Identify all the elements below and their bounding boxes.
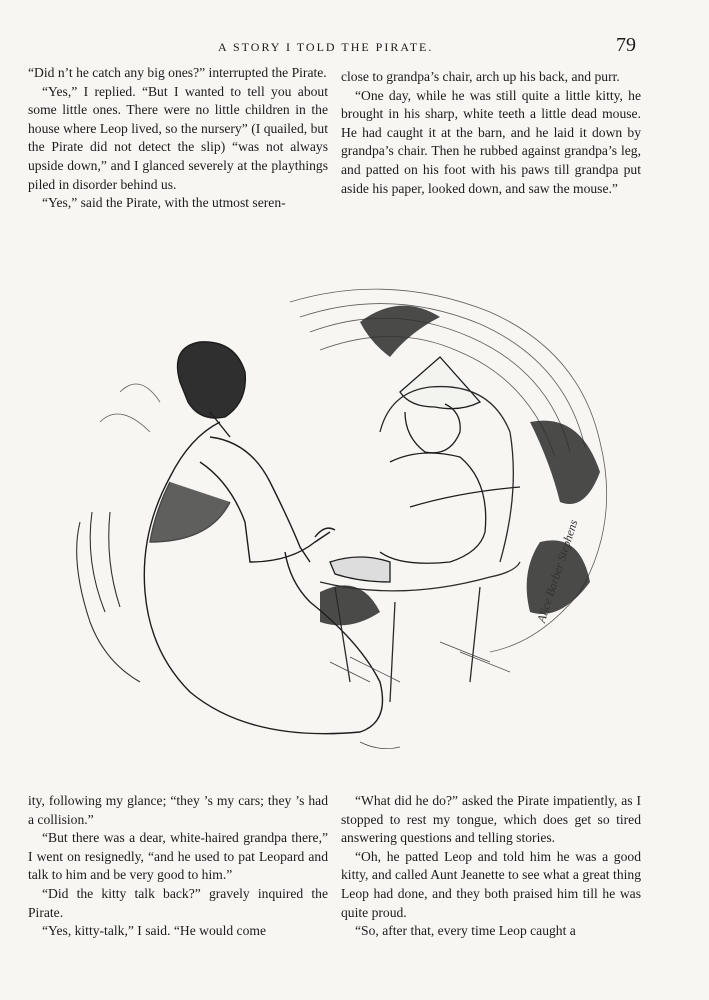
paragraph: “So, after that, every time Leop caught a — [355, 923, 576, 939]
paragraph: “Yes,” said the Pirate, with the utmost seren- — [42, 195, 286, 211]
woman-figure — [144, 342, 382, 734]
illustration-woman-and-child — [60, 262, 670, 772]
illustrator-signature: Alice Barber Stephens — [534, 517, 581, 625]
column-bottom-left — [28, 792, 328, 941]
paragraph: “Yes, kitty-talk,” I said. “He would come — [42, 923, 266, 939]
paragraph: close to grandpa’s chair, arch up his back, and purr. — [341, 69, 620, 84]
paragraph: ity, following my glance; “they ’s my cars; they ’s had a collision.” — [28, 793, 328, 827]
column-top-left — [28, 64, 328, 213]
paragraph: “Did n’t he catch any big ones?” interrupted the Pirate. — [28, 65, 327, 80]
page-number: 79 — [616, 34, 636, 56]
child-chair — [320, 387, 520, 702]
paragraph: “One day, while he was still quite a little kitty, he brought in his sharp, white teeth a little dead mouse. He had caught it at the barn, and he laid it down by grandpa’s chair. Then he rubbed against grandpa’s leg, and patted on his foot with his paws till grandpa put aside his paper, looked down, and saw the mouse.” — [341, 87, 641, 196]
paragraph: “But there was a dear, white-haired grandpa there,” I went on resignedly, “and he used to pat Leopard and talk to him and be very good to him.” — [28, 830, 328, 883]
column-bottom-right — [341, 792, 641, 941]
running-title: A STORY I TOLD THE PIRATE. — [218, 40, 434, 54]
column-top-right — [341, 68, 641, 198]
paragraph: “What did he do?” asked the Pirate impatiently, as I stopped to rest my tongue, which does get so tired answering questions and telling stories. — [341, 793, 641, 846]
child-figure — [330, 357, 520, 582]
paragraph: “Did the kitty talk back?” gravely inquired the Pirate. — [28, 885, 328, 920]
page-header — [0, 34, 709, 64]
paragraph: “Yes,” I replied. “But I wanted to tell you about some little ones. There were no little children in the house where Leop lived, so the nursery” (I quailed, but the Pirate did not detect the slip) “was not always upside down,” and I glanced severely at the playthings piled in disorder behind us. — [28, 83, 328, 192]
woman-chair — [77, 512, 140, 682]
paragraph: “Oh, he patted Leop and told him he was a good kitty, and called Aunt Jeanette to see what a great thing Leop had done, and they both praised him till he was quite proud. — [341, 848, 641, 920]
